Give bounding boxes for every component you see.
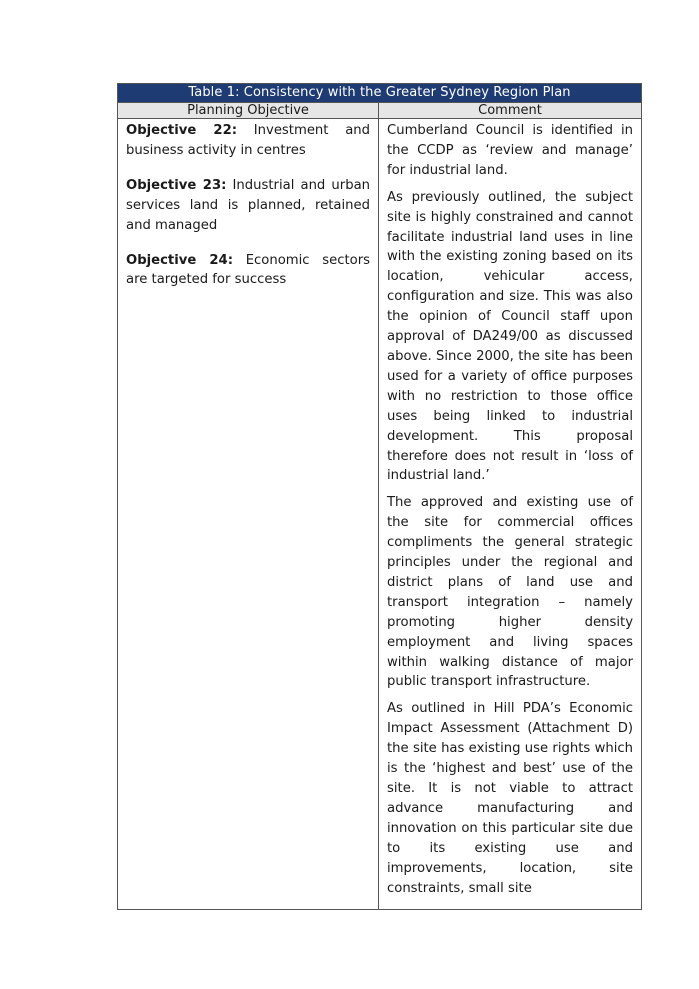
objective-23 (126, 176, 370, 236)
comment-paragraph: Cumberland Council is identified in the CCDP as ‘review and manage’ for industrial land. (387, 123, 633, 178)
comments-cell (379, 119, 642, 910)
objective-22 (126, 121, 370, 161)
objectives-cell (118, 119, 379, 910)
comment-paragraph: As previously outlined, the subject site is highly constrained and cannot facilitate industrial land uses in line with the existing zoning based on its location, vehicular access, configuration and size. This was also the opinion of Council staff upon approval of DA249/00 as discussed above. Since 2000, the site has been used for a variety of office purposes with no restriction to those office uses being linked to industrial development. This proposal therefore does not result in ‘loss of industrial land.’ (387, 189, 633, 484)
objective-label: Objective 22: (126, 123, 238, 138)
objective-label: Objective 24: (126, 252, 234, 268)
table-title: Table 1: Consistency with the Greater Sydney Region Plan (118, 84, 642, 103)
table-title-row (118, 84, 642, 103)
table-row (118, 119, 642, 910)
header-planning-objective: Planning Objective (118, 103, 379, 119)
consistency-table (117, 83, 642, 910)
comment-paragraph: As outlined in Hill PDA’s Economic Impact Assessment (Attachment D) the site has existing use rights which is the ‘highest and best’ use of the site. It is not viable to attract advance manufacturing and innovation on this particular site due to its existing use and improvements, location, site constraints, small site (387, 701, 633, 896)
comment-paragraph: The approved and existing use of the site for commercial offices compliments the general strategic principles under the regional and district plans of land use and transport integration – namely promoting higher density employment and living spaces within walking distance of major public transport infrastructure. (387, 495, 633, 690)
table-header-row (118, 103, 642, 119)
objective-text: Investment and business activity in centres (126, 123, 370, 158)
objective-text: Economic sectors are targeted for success (126, 252, 370, 288)
objective-label: Objective 23: (126, 177, 227, 193)
objective-text: Industrial and urban services land is planned, retained and managed (126, 177, 371, 233)
header-comment: Comment (379, 103, 642, 119)
objective-24 (126, 251, 370, 291)
